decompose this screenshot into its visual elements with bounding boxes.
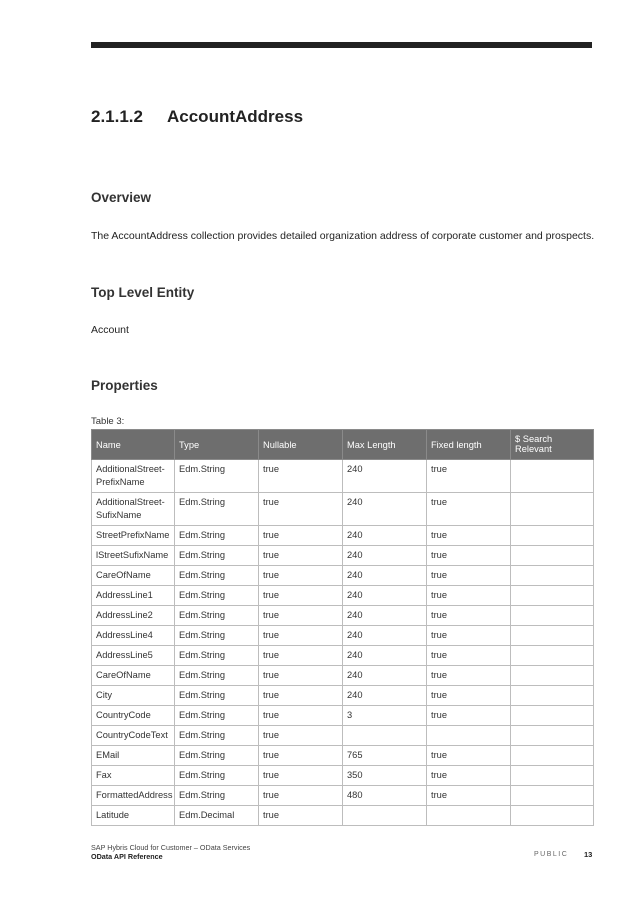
cell-max-length: 240: [343, 460, 427, 493]
properties-table: [91, 429, 594, 826]
cell-fixed-length: true: [427, 746, 511, 766]
overview-heading: Overview: [91, 190, 152, 205]
table-row: [92, 666, 594, 686]
section-title: [91, 107, 303, 127]
cell-type: Edm.String: [175, 786, 259, 806]
footer-product: SAP Hybris Cloud for Customer – OData Services: [91, 843, 251, 852]
table-row: [92, 646, 594, 666]
cell-fixed-length: true: [427, 786, 511, 806]
cell-max-length: [343, 726, 427, 746]
cell-search-relevant: [511, 766, 594, 786]
cell-nullable: true: [259, 746, 343, 766]
cell-fixed-length: true: [427, 493, 511, 526]
table-row: [92, 686, 594, 706]
cell-nullable: true: [259, 460, 343, 493]
cell-search-relevant: [511, 526, 594, 546]
cell-type: Edm.String: [175, 706, 259, 726]
cell-fixed-length: true: [427, 706, 511, 726]
table-row: [92, 786, 594, 806]
cell-search-relevant: [511, 460, 594, 493]
cell-name: AdditionalStreet-SufixName: [92, 493, 175, 526]
cell-type: Edm.String: [175, 526, 259, 546]
cell-type: Edm.String: [175, 566, 259, 586]
cell-nullable: true: [259, 586, 343, 606]
cell-search-relevant: [511, 746, 594, 766]
cell-max-length: 240: [343, 546, 427, 566]
table-row: [92, 806, 594, 826]
cell-nullable: true: [259, 646, 343, 666]
cell-name: Fax: [92, 766, 175, 786]
cell-fixed-length: true: [427, 460, 511, 493]
table-row: [92, 706, 594, 726]
cell-name: EMail: [92, 746, 175, 766]
column-header-type: Type: [175, 430, 259, 460]
cell-name: AddressLine1: [92, 586, 175, 606]
footer-classification: PUBLIC: [534, 851, 569, 858]
cell-search-relevant: [511, 493, 594, 526]
cell-max-length: 240: [343, 493, 427, 526]
cell-type: Edm.String: [175, 726, 259, 746]
page-number: 13: [584, 850, 593, 859]
cell-name: FormattedAddress: [92, 786, 175, 806]
cell-type: Edm.String: [175, 766, 259, 786]
cell-name: AddressLine2: [92, 606, 175, 626]
top-level-entity-heading: Top Level Entity: [91, 285, 195, 300]
cell-fixed-length: true: [427, 766, 511, 786]
cell-max-length: 240: [343, 666, 427, 686]
cell-type: Edm.String: [175, 460, 259, 493]
cell-search-relevant: [511, 806, 594, 826]
cell-max-length: 240: [343, 686, 427, 706]
table-row: [92, 526, 594, 546]
cell-max-length: 240: [343, 566, 427, 586]
cell-max-length: [343, 806, 427, 826]
cell-fixed-length: true: [427, 586, 511, 606]
column-header-fixed-length: Fixed length: [427, 430, 511, 460]
cell-max-length: 3: [343, 706, 427, 726]
cell-name: AddressLine4: [92, 626, 175, 646]
table-row: [92, 493, 594, 526]
cell-nullable: true: [259, 726, 343, 746]
cell-search-relevant: [511, 786, 594, 806]
cell-type: Edm.String: [175, 546, 259, 566]
cell-fixed-length: [427, 806, 511, 826]
table-row: [92, 586, 594, 606]
cell-type: Edm.String: [175, 746, 259, 766]
cell-name: City: [92, 686, 175, 706]
cell-max-length: 480: [343, 786, 427, 806]
cell-nullable: true: [259, 493, 343, 526]
cell-type: Edm.String: [175, 686, 259, 706]
cell-type: Edm.Decimal: [175, 806, 259, 826]
cell-name: CountryCode: [92, 706, 175, 726]
cell-fixed-length: true: [427, 566, 511, 586]
table-header-row: [92, 430, 594, 460]
cell-search-relevant: [511, 606, 594, 626]
cell-nullable: true: [259, 666, 343, 686]
cell-name: CareOfName: [92, 666, 175, 686]
cell-name: AdditionalStreet-PrefixName: [92, 460, 175, 493]
cell-max-length: 240: [343, 606, 427, 626]
column-header-max-length: Max Length: [343, 430, 427, 460]
cell-search-relevant: [511, 726, 594, 746]
column-header-nullable: Nullable: [259, 430, 343, 460]
cell-name: AddressLine5: [92, 646, 175, 666]
cell-fixed-length: [427, 726, 511, 746]
footer-doc-title: OData API Reference: [91, 852, 163, 861]
column-header-name: Name: [92, 430, 175, 460]
cell-name: CareOfName: [92, 566, 175, 586]
cell-search-relevant: [511, 646, 594, 666]
cell-max-length: 240: [343, 626, 427, 646]
cell-max-length: 350: [343, 766, 427, 786]
properties-heading: Properties: [91, 378, 158, 393]
cell-search-relevant: [511, 586, 594, 606]
cell-nullable: true: [259, 686, 343, 706]
overview-text: The AccountAddress collection provides detailed organization address of corporate customer and prospects.: [91, 230, 595, 242]
cell-nullable: true: [259, 606, 343, 626]
cell-nullable: true: [259, 806, 343, 826]
table-row: [92, 566, 594, 586]
cell-max-length: 240: [343, 646, 427, 666]
cell-nullable: true: [259, 766, 343, 786]
cell-search-relevant: [511, 706, 594, 726]
cell-search-relevant: [511, 546, 594, 566]
cell-name: lStreetSufixName: [92, 546, 175, 566]
footer-document-info: [91, 843, 250, 861]
table-row: [92, 460, 594, 493]
cell-search-relevant: [511, 686, 594, 706]
cell-search-relevant: [511, 626, 594, 646]
table-row: [92, 746, 594, 766]
cell-type: Edm.String: [175, 666, 259, 686]
cell-fixed-length: true: [427, 666, 511, 686]
cell-name: CountryCodeText: [92, 726, 175, 746]
cell-type: Edm.String: [175, 646, 259, 666]
cell-search-relevant: [511, 666, 594, 686]
top-level-entity-text: Account: [91, 324, 129, 336]
cell-max-length: 240: [343, 586, 427, 606]
cell-type: Edm.String: [175, 606, 259, 626]
cell-type: Edm.String: [175, 493, 259, 526]
cell-nullable: true: [259, 786, 343, 806]
cell-type: Edm.String: [175, 626, 259, 646]
cell-max-length: 240: [343, 526, 427, 546]
cell-fixed-length: true: [427, 526, 511, 546]
cell-name: StreetPrefixName: [92, 526, 175, 546]
table-row: [92, 606, 594, 626]
section-name: AccountAddress: [167, 107, 304, 126]
table-caption: Table 3:: [91, 416, 125, 427]
table-row: [92, 726, 594, 746]
cell-type: Edm.String: [175, 586, 259, 606]
cell-nullable: true: [259, 526, 343, 546]
section-number: 2.1.1.2: [91, 107, 143, 126]
cell-fixed-length: true: [427, 606, 511, 626]
table-row: [92, 766, 594, 786]
cell-max-length: 765: [343, 746, 427, 766]
column-header-search-relevant: $ Search Relevant: [511, 430, 594, 460]
cell-name: Latitude: [92, 806, 175, 826]
table-row: [92, 546, 594, 566]
cell-fixed-length: true: [427, 546, 511, 566]
cell-search-relevant: [511, 566, 594, 586]
cell-nullable: true: [259, 706, 343, 726]
cell-fixed-length: true: [427, 626, 511, 646]
table-row: [92, 626, 594, 646]
header-rule: [91, 42, 592, 48]
cell-nullable: true: [259, 566, 343, 586]
cell-fixed-length: true: [427, 686, 511, 706]
cell-nullable: true: [259, 626, 343, 646]
cell-nullable: true: [259, 546, 343, 566]
cell-fixed-length: true: [427, 646, 511, 666]
